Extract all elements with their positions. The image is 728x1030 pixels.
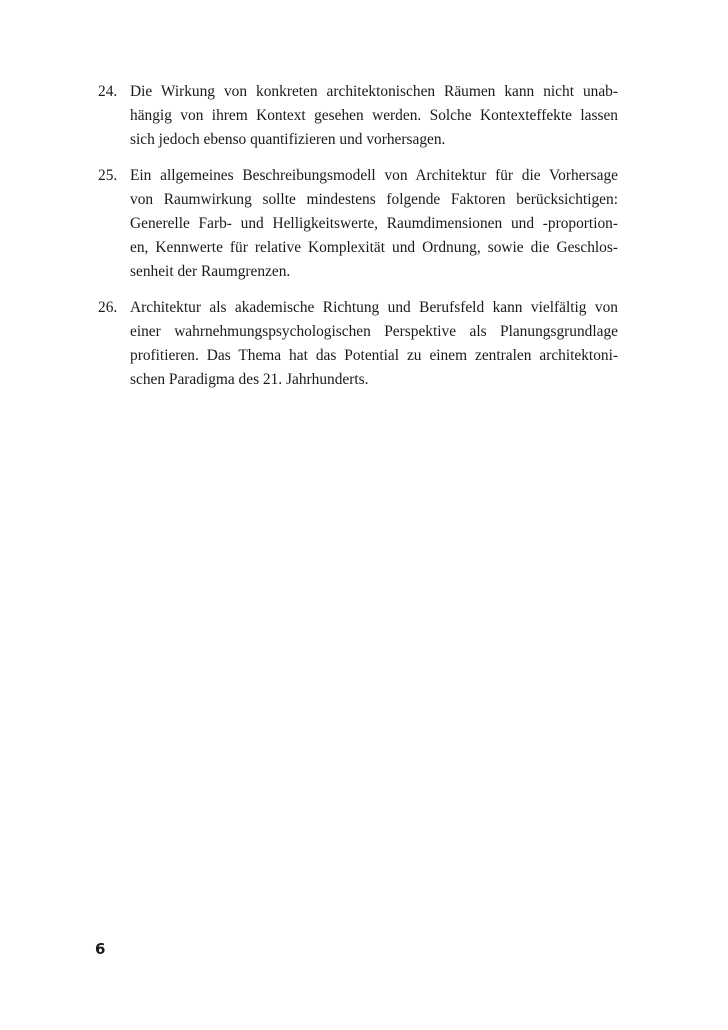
item-line: profitieren. Das Thema hat das Potential zu einem zentralen architektoni- xyxy=(130,347,618,364)
item-line: hängig von ihrem Kontext gesehen werden. Solche Kontexteffekte lassen xyxy=(130,107,618,124)
item-number: 26. xyxy=(98,299,118,316)
item-number: 25. xyxy=(98,167,118,184)
item-number: 24. xyxy=(98,83,118,100)
item-line: von Raumwirkung sollte mindestens folgende Faktoren berücksichtigen: xyxy=(130,191,618,208)
item-line: Architektur als akademische Richtung und Berufsfeld kann vielfältig von xyxy=(130,299,618,316)
item-line: einer wahrnehmungspsychologischen Perspektive als Planungsgrundlage xyxy=(130,323,618,340)
list-item-26 xyxy=(98,296,618,392)
page-number: 6 xyxy=(95,940,106,958)
item-line: schen Paradigma des 21. Jahrhunderts. xyxy=(130,371,369,388)
item-line: en, Kennwerte für relative Komplexität und Ordnung, sowie die Geschlos- xyxy=(130,239,618,256)
list-item-24 xyxy=(98,80,618,152)
list-item-25 xyxy=(98,164,618,284)
item-line: sich jedoch ebenso quantifizieren und vorhersagen. xyxy=(130,131,446,148)
item-line: Die Wirkung von konkreten architektonischen Räumen kann nicht unab- xyxy=(130,83,618,100)
item-line: Ein allgemeines Beschreibungsmodell von Architektur für die Vorhersage xyxy=(130,167,618,184)
item-line: senheit der Raumgrenzen. xyxy=(130,263,291,280)
item-line: Generelle Farb- und Helligkeitswerte, Raumdimensionen und -proportion- xyxy=(130,215,618,232)
numbered-list xyxy=(98,80,618,404)
